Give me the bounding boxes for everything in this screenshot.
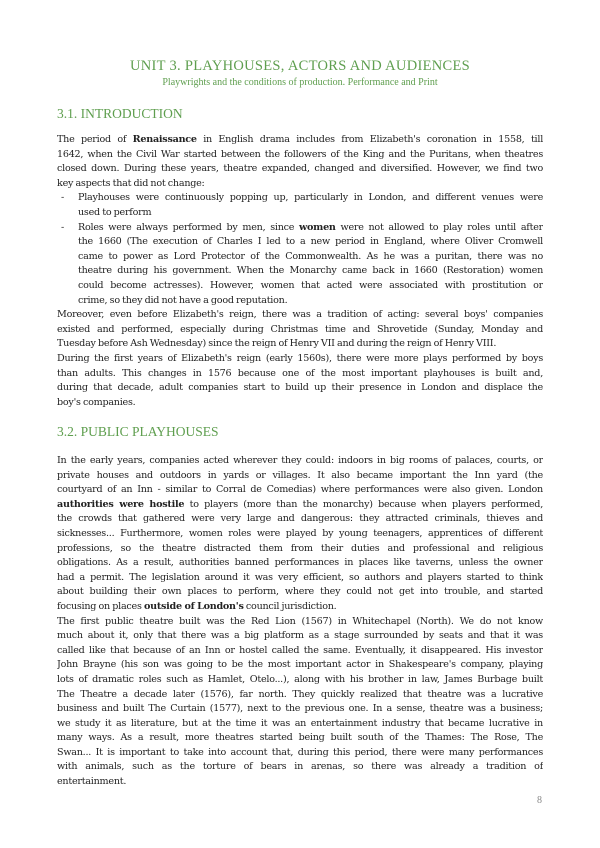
text-run: closed down. During these years, theatre expanded, changed and diversified. However, we find two [57, 163, 543, 175]
text-run: crime, so they did not have a good reputation. [78, 294, 288, 306]
text-run: key aspects that did not change: [57, 177, 205, 189]
text-line [57, 498, 543, 513]
text-run: Swan... It is important to take into account that, during this period, there were many performances [57, 746, 543, 758]
section-body-introduction [57, 133, 543, 410]
page-number: 8 [537, 795, 542, 806]
text-run: than adults. This changes in 1576 because one of the most important playhouses is built and, [57, 367, 543, 379]
text-run: with animals, such as the torture of bears in arenas, so there was already a tradition of [57, 761, 543, 773]
text-line [57, 323, 543, 338]
text-run: Playhouses were continuously popping up, particularly in London, and different venues were [78, 192, 543, 204]
text-run: The first public theatre built was the Red Lion (1567) in Whitechapel (North). We do not know [57, 615, 543, 627]
text-run: lots of dramatic roles such as Hamlet, Otelo...), along with his brother in law, James Burbage built [57, 673, 543, 685]
section-heading-introduction: 3.1. INTRODUCTION [57, 106, 183, 121]
bullet-line [57, 191, 543, 206]
text-line [57, 235, 543, 250]
text-line [57, 658, 543, 673]
text-run: John Brayne (his son was going to be the most important actor in Shakespeare's company, playing [57, 659, 543, 671]
text-run: focusing on places [57, 600, 144, 612]
text-line [57, 600, 543, 615]
text-line [57, 206, 543, 221]
bold-text: women [299, 221, 336, 233]
text-run: entertainment. [57, 776, 127, 788]
text-run: about building their own places to perform, where they could not get into trouble, and started [57, 586, 543, 598]
section-heading-public-playhouses: 3.2. PUBLIC PLAYHOUSES [57, 424, 219, 439]
text-line [57, 512, 543, 527]
text-line [57, 746, 543, 761]
text-line [57, 469, 543, 484]
text-run: boy's companies. [57, 396, 136, 408]
text-line [57, 294, 543, 309]
text-line [57, 542, 543, 557]
text-line [57, 644, 543, 659]
text-line [57, 352, 543, 367]
text-run: could become actresses). However, women that acted were associated with prostitution or [78, 279, 543, 291]
text-line [57, 556, 543, 571]
text-run: professions, so the theatre distracted them from their duties and professional and religious [57, 542, 543, 554]
text-line [57, 162, 543, 177]
text-line [57, 673, 543, 688]
text-run: business and built The Curtain (1577), next to the previous one. In a sense, theatre was a business; [57, 703, 543, 715]
text-run: to players (more than the monarchy) because when players performed, [184, 498, 543, 510]
bullet-dash: - [61, 192, 64, 204]
text-line [57, 308, 543, 323]
unit-subtitle: Playwrights and the conditions of production. Performance and Print [162, 77, 438, 88]
text-line [57, 571, 543, 586]
text-line [57, 629, 543, 644]
text-run: called like that because of an Inn or hostel called the same. Eventually, it disappeared. His investor [57, 644, 543, 656]
text-line [57, 264, 543, 279]
text-run: In the early years, companies acted wherever they could: indoors in big rooms of palaces, courts, or [57, 455, 543, 466]
text-run: courtyard of an Inn - similar to Corral de Comedias) where performances were also given. London [57, 484, 543, 496]
text-run: Tuesday before Ash Wednesday) since the reign of Henry VII and during the reign of Henry VIII. [57, 338, 497, 350]
text-line [57, 337, 543, 352]
text-run: used to perform [78, 206, 152, 218]
text-line [57, 731, 543, 746]
unit-title: UNIT 3. PLAYHOUSES, ACTORS AND AUDIENCES [129, 58, 471, 74]
text-line [57, 177, 543, 192]
text-line [57, 381, 543, 396]
bullet-dash: - [61, 221, 64, 233]
text-line [57, 775, 543, 790]
bold-text: Renaissance [132, 134, 197, 145]
text-line [57, 760, 543, 775]
text-line [57, 702, 543, 717]
text-line [57, 688, 543, 703]
text-run: came to power as Lord Protector of the Commonwealth. As he was a puritan, there was no [78, 250, 543, 262]
text-line [57, 279, 543, 294]
text-run: many ways. As a result, more theatres started being built south of the Thames: The Rose, The [57, 732, 543, 744]
section-body-public-playhouses [57, 454, 543, 790]
text-run: the 1660 (The execution of Charles I led to a new period in England, where Oliver Cromwell [78, 236, 543, 248]
text-run: 1642, when the Civil War started between the followers of the King and the Puritans, when theatres [57, 148, 543, 160]
text-line [57, 454, 543, 469]
text-run: the crowds that gathered were very large and dangerous: they attracted criminals, thieves and [57, 513, 543, 525]
text-line [57, 717, 543, 732]
text-line [57, 585, 543, 600]
text-run: The period of [57, 134, 133, 145]
text-line [57, 483, 543, 498]
text-run: in English drama includes from Elizabeth's coronation in 1558, till [196, 134, 543, 145]
text-line [57, 396, 543, 411]
text-line [57, 527, 543, 542]
text-run: The Theatre a decade later (1576), far north. They quickly realized that theatre was a lucrative [57, 688, 543, 700]
text-run: during that decade, adult companies start to build up their presence in London and displace the [57, 382, 543, 394]
text-run: much about it, only that there was a big platform as a stage surrounded by seats and that it was [57, 630, 543, 642]
bold-text: outside of London's [143, 600, 244, 612]
text-run: had a permit. The legislation around it was very efficient, so authors and players started to think [57, 571, 543, 583]
text-run: we study it as literature, but at the time it was an entertainment industry that became lucrative in [57, 717, 543, 729]
text-run: private houses and outdoors in yards or villages. It also became important the Inn yard (the [57, 469, 543, 481]
text-line [57, 250, 543, 265]
bullet-line [57, 221, 543, 236]
text-run: Moreover, even before Elizabeth's reign, there was a tradition of acting: several boys' companies [57, 309, 543, 321]
text-run: obligations. As a result, authorities banned performances in places like taverns, unless the owner [57, 557, 543, 569]
text-run: During the first years of Elizabeth's reign (early 1560s), there were more plays performed by boys [57, 352, 543, 364]
bold-text: authorities were hostile [57, 498, 185, 510]
text-run: council jurisdiction. [243, 600, 337, 612]
text-line [57, 615, 543, 630]
text-run: were not allowed to play roles until after [335, 221, 543, 233]
text-line [57, 133, 543, 148]
text-run: theatre during his government. When the Monarchy came back in 1660 (Restoration) women [78, 265, 543, 277]
text-line [57, 148, 543, 163]
text-run: existed and performed, especially during Christmas time and Shrovetide (Sunday, Monday and [57, 323, 543, 335]
text-run: sicknesses... Furthermore, women roles were played by young teenagers, apprentices of different [57, 527, 543, 539]
text-line [57, 367, 543, 382]
text-run: Roles were always performed by men, since [78, 221, 300, 233]
